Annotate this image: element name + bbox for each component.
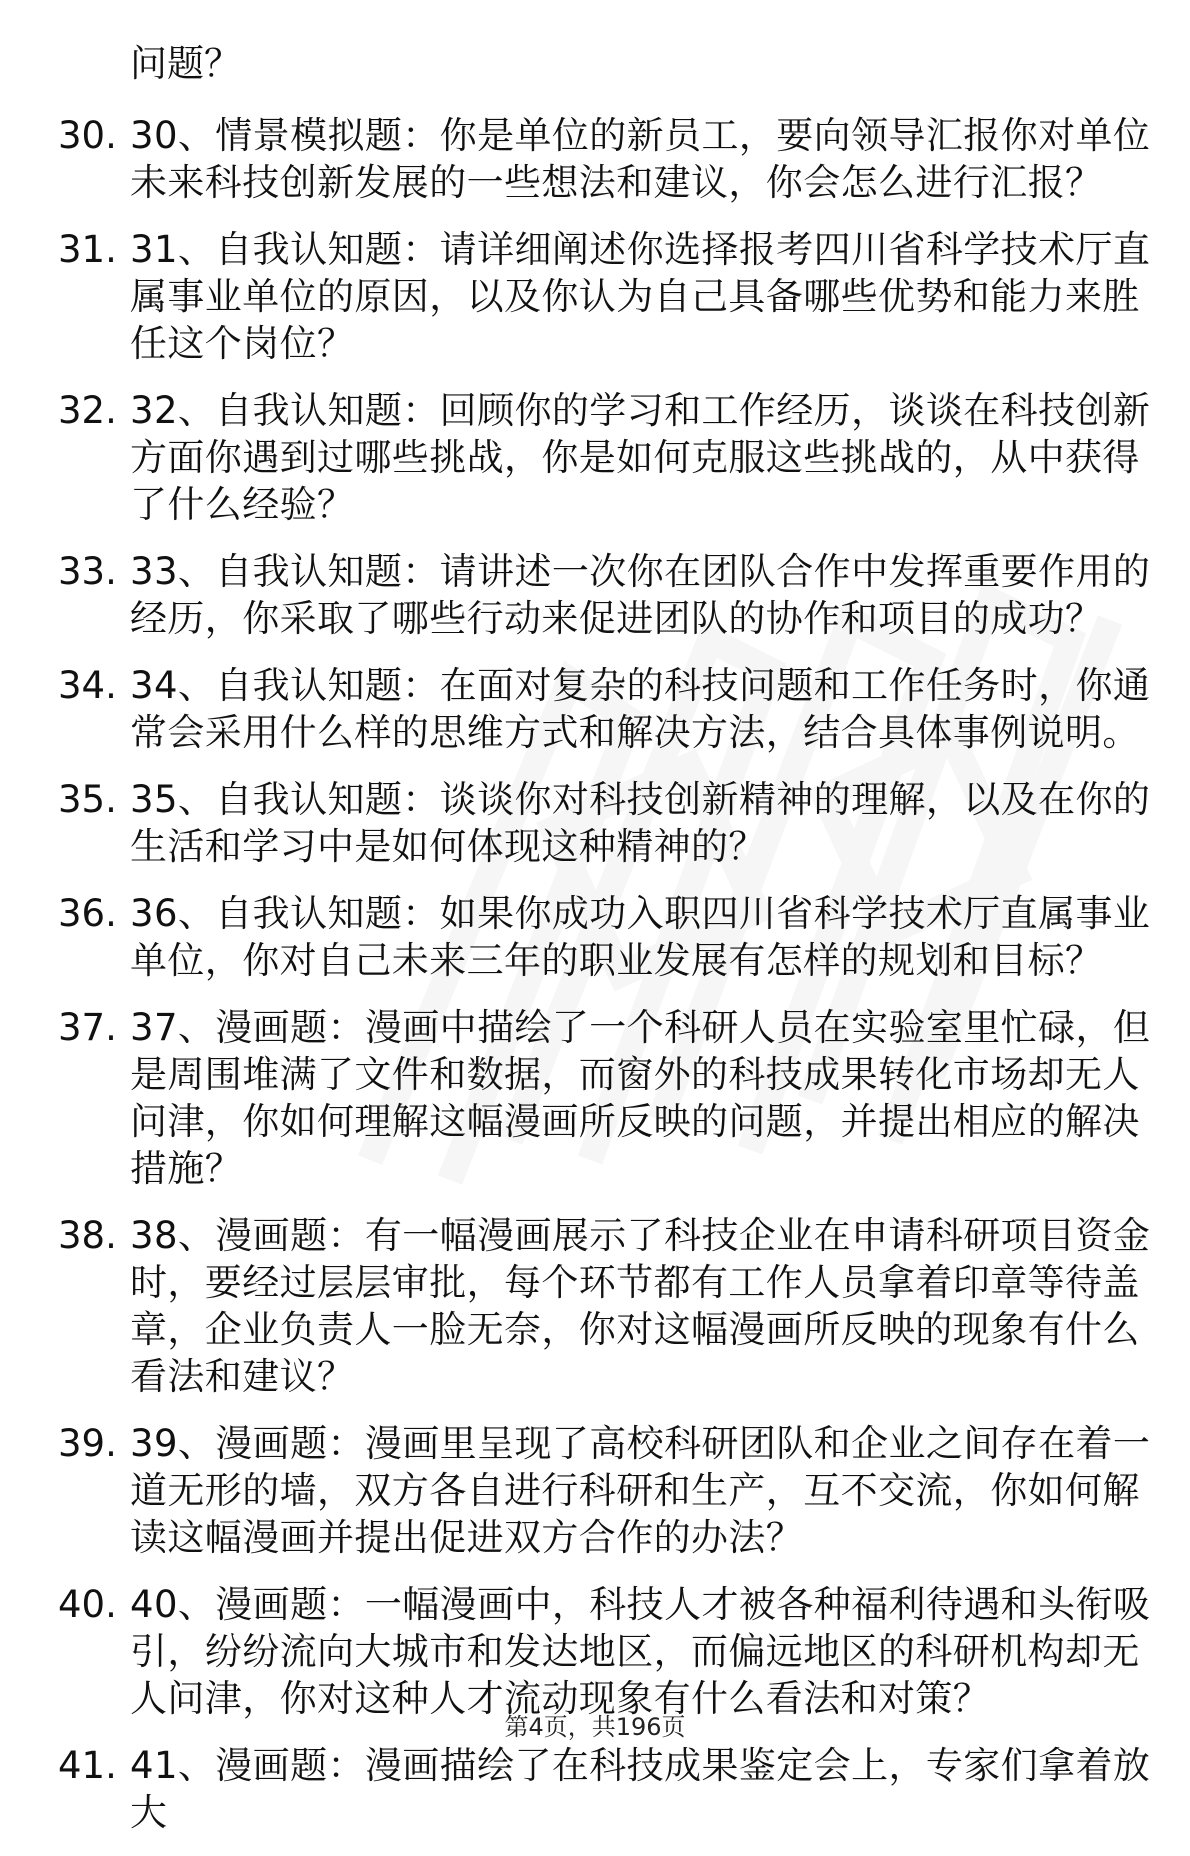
item-number: 37. bbox=[58, 1006, 117, 1049]
list-item bbox=[0, 890, 1190, 984]
item-number: 34. bbox=[58, 664, 117, 707]
item-text: 35、自我认知题：谈谈你对科技创新精神的理解，以及在你的生活和学习中是如何体现这种精神的？ bbox=[130, 778, 1151, 868]
list-item bbox=[0, 112, 1190, 206]
item-text: 33、自我认知题：请讲述一次你在团队合作中发挥重要作用的经历，你采取了哪些行动来促进团队的协作和项目的成功？ bbox=[130, 550, 1151, 640]
question-list bbox=[0, 112, 1190, 1856]
item-number: 40. bbox=[58, 1583, 117, 1626]
item-text: 32、自我认知题：回顾你的学习和工作经历，谈谈在科技创新方面你遇到过哪些挑战，你是如何克服这些挑战的，从中获得了什么经验？ bbox=[130, 389, 1151, 526]
item-text: 31、自我认知题：请详细阐述你选择报考四川省科学技术厅直属事业单位的原因，以及你认为自己具备哪些优势和能力来胜任这个岗位？ bbox=[130, 228, 1151, 365]
item-number: 35. bbox=[58, 778, 117, 821]
item-text: 30、情景模拟题：你是单位的新员工，要向领导汇报你对单位未来科技创新发展的一些想法和建议，你会怎么进行汇报？ bbox=[130, 114, 1151, 204]
list-item bbox=[0, 1004, 1190, 1192]
list-item bbox=[0, 387, 1190, 528]
list-item bbox=[0, 776, 1190, 870]
item-number: 39. bbox=[58, 1422, 117, 1465]
list-item bbox=[0, 662, 1190, 756]
list-item bbox=[0, 1581, 1190, 1722]
list-item bbox=[0, 1742, 1190, 1836]
item-number: 38. bbox=[58, 1214, 117, 1257]
item-text: 39、漫画题：漫画里呈现了高校科研团队和企业之间存在着一道无形的墙，双方各自进行科研和生产，互不交流，你如何解读这幅漫画并提出促进双方合作的办法？ bbox=[130, 1422, 1151, 1559]
list-item bbox=[0, 548, 1190, 642]
item-text: 40、漫画题：一幅漫画中，科技人才被各种福利待遇和头衔吸引，纷纷流向大城市和发达地区，而偏远地区的科研机构却无人问津，你对这种人才流动现象有什么看法和对策？ bbox=[130, 1583, 1151, 1720]
item-text: 37、漫画题：漫画中描绘了一个科研人员在实验室里忙碌，但是周围堆满了文件和数据，而窗外的科技成果转化市场却无人问津，你如何理解这幅漫画所反映的问题，并提出相应的解决措施？ bbox=[130, 1006, 1151, 1190]
page-number-footer: 第4页，共196页 bbox=[504, 1713, 686, 1741]
item-text: 41、漫画题：漫画描绘了在科技成果鉴定会上，专家们拿着放大 bbox=[130, 1744, 1151, 1834]
item-number: 31. bbox=[58, 228, 117, 271]
item-number: 30. bbox=[58, 114, 117, 157]
item-text: 34、自我认知题：在面对复杂的科技问题和工作任务时，你通常会采用什么样的思维方式和解决方法，结合具体事例说明。 bbox=[130, 664, 1151, 754]
list-item bbox=[0, 1420, 1190, 1561]
previous-question-fragment: 问题？ bbox=[130, 42, 241, 85]
item-text: 36、自我认知题：如果你成功入职四川省科学技术厅直属事业单位，你对自己未来三年的职业发展有怎样的规划和目标？ bbox=[130, 892, 1151, 982]
item-number: 36. bbox=[58, 892, 117, 935]
list-item bbox=[0, 226, 1190, 367]
item-number: 41. bbox=[58, 1744, 117, 1787]
item-text: 38、漫画题：有一幅漫画展示了科技企业在申请科研项目资金时，要经过层层审批，每个环节都有工作人员拿着印章等待盖章，企业负责人一脸无奈，你对这幅漫画所反映的现象有什么看法和建议？ bbox=[130, 1214, 1151, 1398]
item-number: 33. bbox=[58, 550, 117, 593]
list-item bbox=[0, 1212, 1190, 1400]
item-number: 32. bbox=[58, 389, 117, 432]
